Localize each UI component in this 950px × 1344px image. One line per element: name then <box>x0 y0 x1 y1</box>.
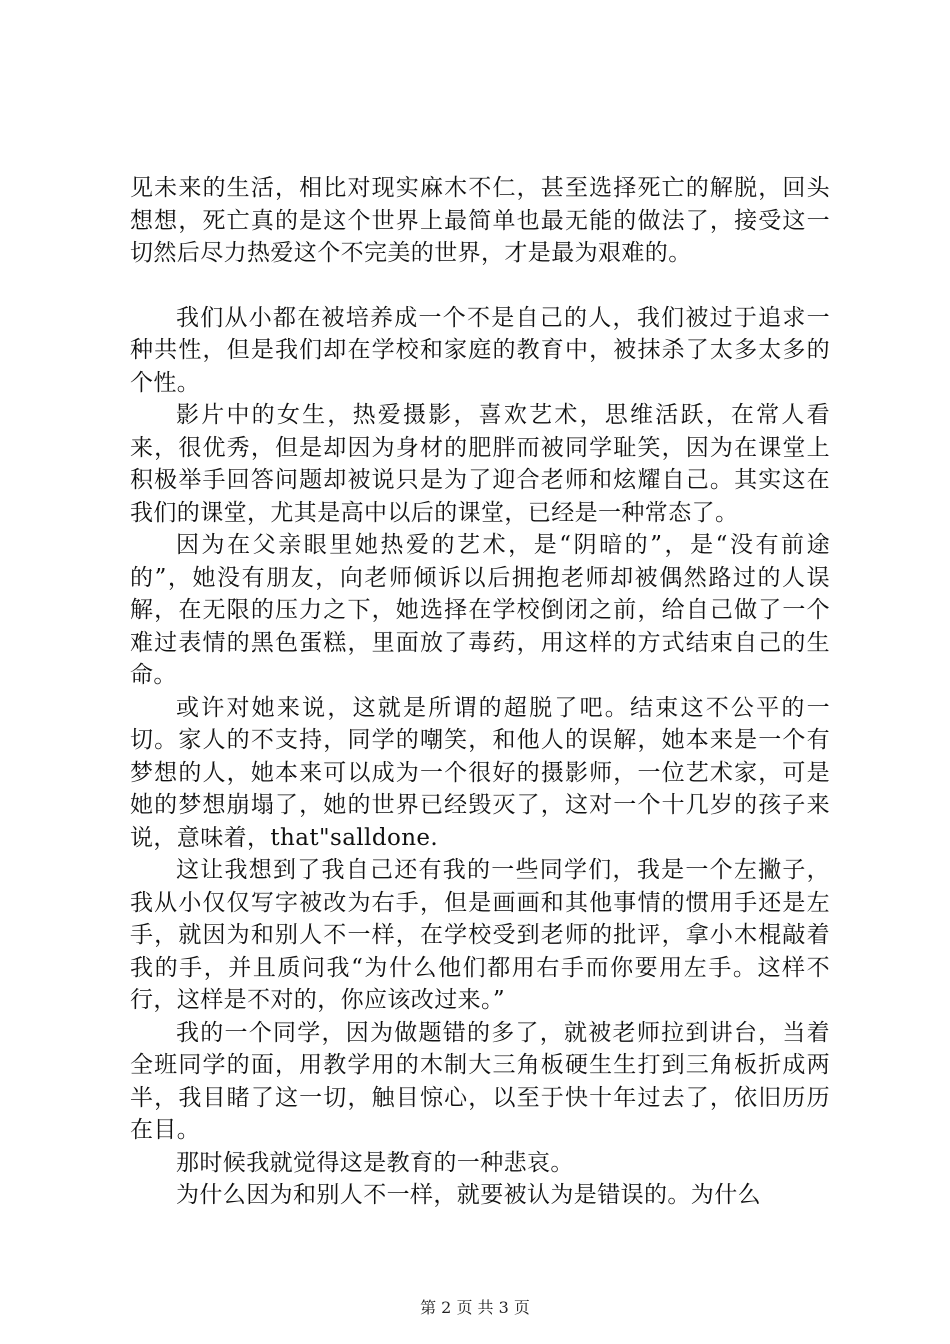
page-footer <box>0 1298 950 1318</box>
document-body <box>130 172 830 1212</box>
paragraph-7: 我的一个同学，因为做题错的多了，就被老师拉到讲台，当着全班同学的面，用教学用的木制大三角板硬生生打到三角板折成两半，我目睹了这一切，触目惊心，以至于快十年过去了，依旧历历在目。 <box>130 1019 830 1143</box>
paragraph-2: 我们从小都在被培养成一个不是自己的人，我们被过于追求一种共性，但是我们却在学校和家庭的教育中，被抹杀了太多太多的个性。 <box>130 304 830 396</box>
paragraph-8: 那时候我就觉得这是教育的一种悲哀。 <box>176 1149 574 1176</box>
paragraph-3: 影片中的女生，热爱摄影，喜欢艺术，思维活跃，在常人看来，很优秀，但是却因为身材的肥胖而被同学耻笑，因为在课堂上积极举手回答问题却被说只是为了迎合老师和炫耀自己。其实这在我们的课堂，尤其是高中以后的课堂，已经是一种常态了。 <box>130 402 830 526</box>
page-number-label: 第 2 页 共 3 页 <box>420 1298 530 1317</box>
paragraph-1: 见未来的生活，相比对现实麻木不仁，甚至选择死亡的解脱，回头想想，死亡真的是这个世界上最简单也最无能的做法了，接受这一切然后尽力热爱这个不完美的世界，才是最为艰难的。 <box>130 175 830 266</box>
paragraph-5: 或许对她来说，这就是所谓的超脱了吧。结束这不公平的一切。家人的不支持，同学的嘲笑，和他人的误解，她本来是一个有梦想的人，她本来可以成为一个很好的摄影师，一位艺术家，可是她的梦想崩塌了，她的世界已经毁灭了，这对一个十几岁的孩子来说，意味着，that"salldone. <box>130 694 830 851</box>
paragraph-6: 这让我想到了我自己还有我的一些同学们，我是一个左撇子，我从小仅仅写字被改为右手，但是画画和其他事情的惯用手还是左手，就因为和别人不一样，在学校受到老师的批评，拿小木棍敲着我的手，并且质问我“为什么他们都用右手而你要用左手。这样不行，这样是不对的，你应该改过来。” <box>130 857 830 1013</box>
paragraph-4: 因为在父亲眼里她热爱的艺术，是“阴暗的”，是“没有前途的”，她没有朋友，向老师倾诉以后拥抱老师却被偶然路过的人误解，在无限的压力之下，她选择在学校倒闭之前，给自己做了一个难过表情的黑色蛋糕，里面放了毒药，用这样的方式结束自己的生命。 <box>130 532 830 688</box>
paragraph-9: 为什么因为和别人不一样，就要被认为是错误的。为什么 <box>176 1182 761 1208</box>
